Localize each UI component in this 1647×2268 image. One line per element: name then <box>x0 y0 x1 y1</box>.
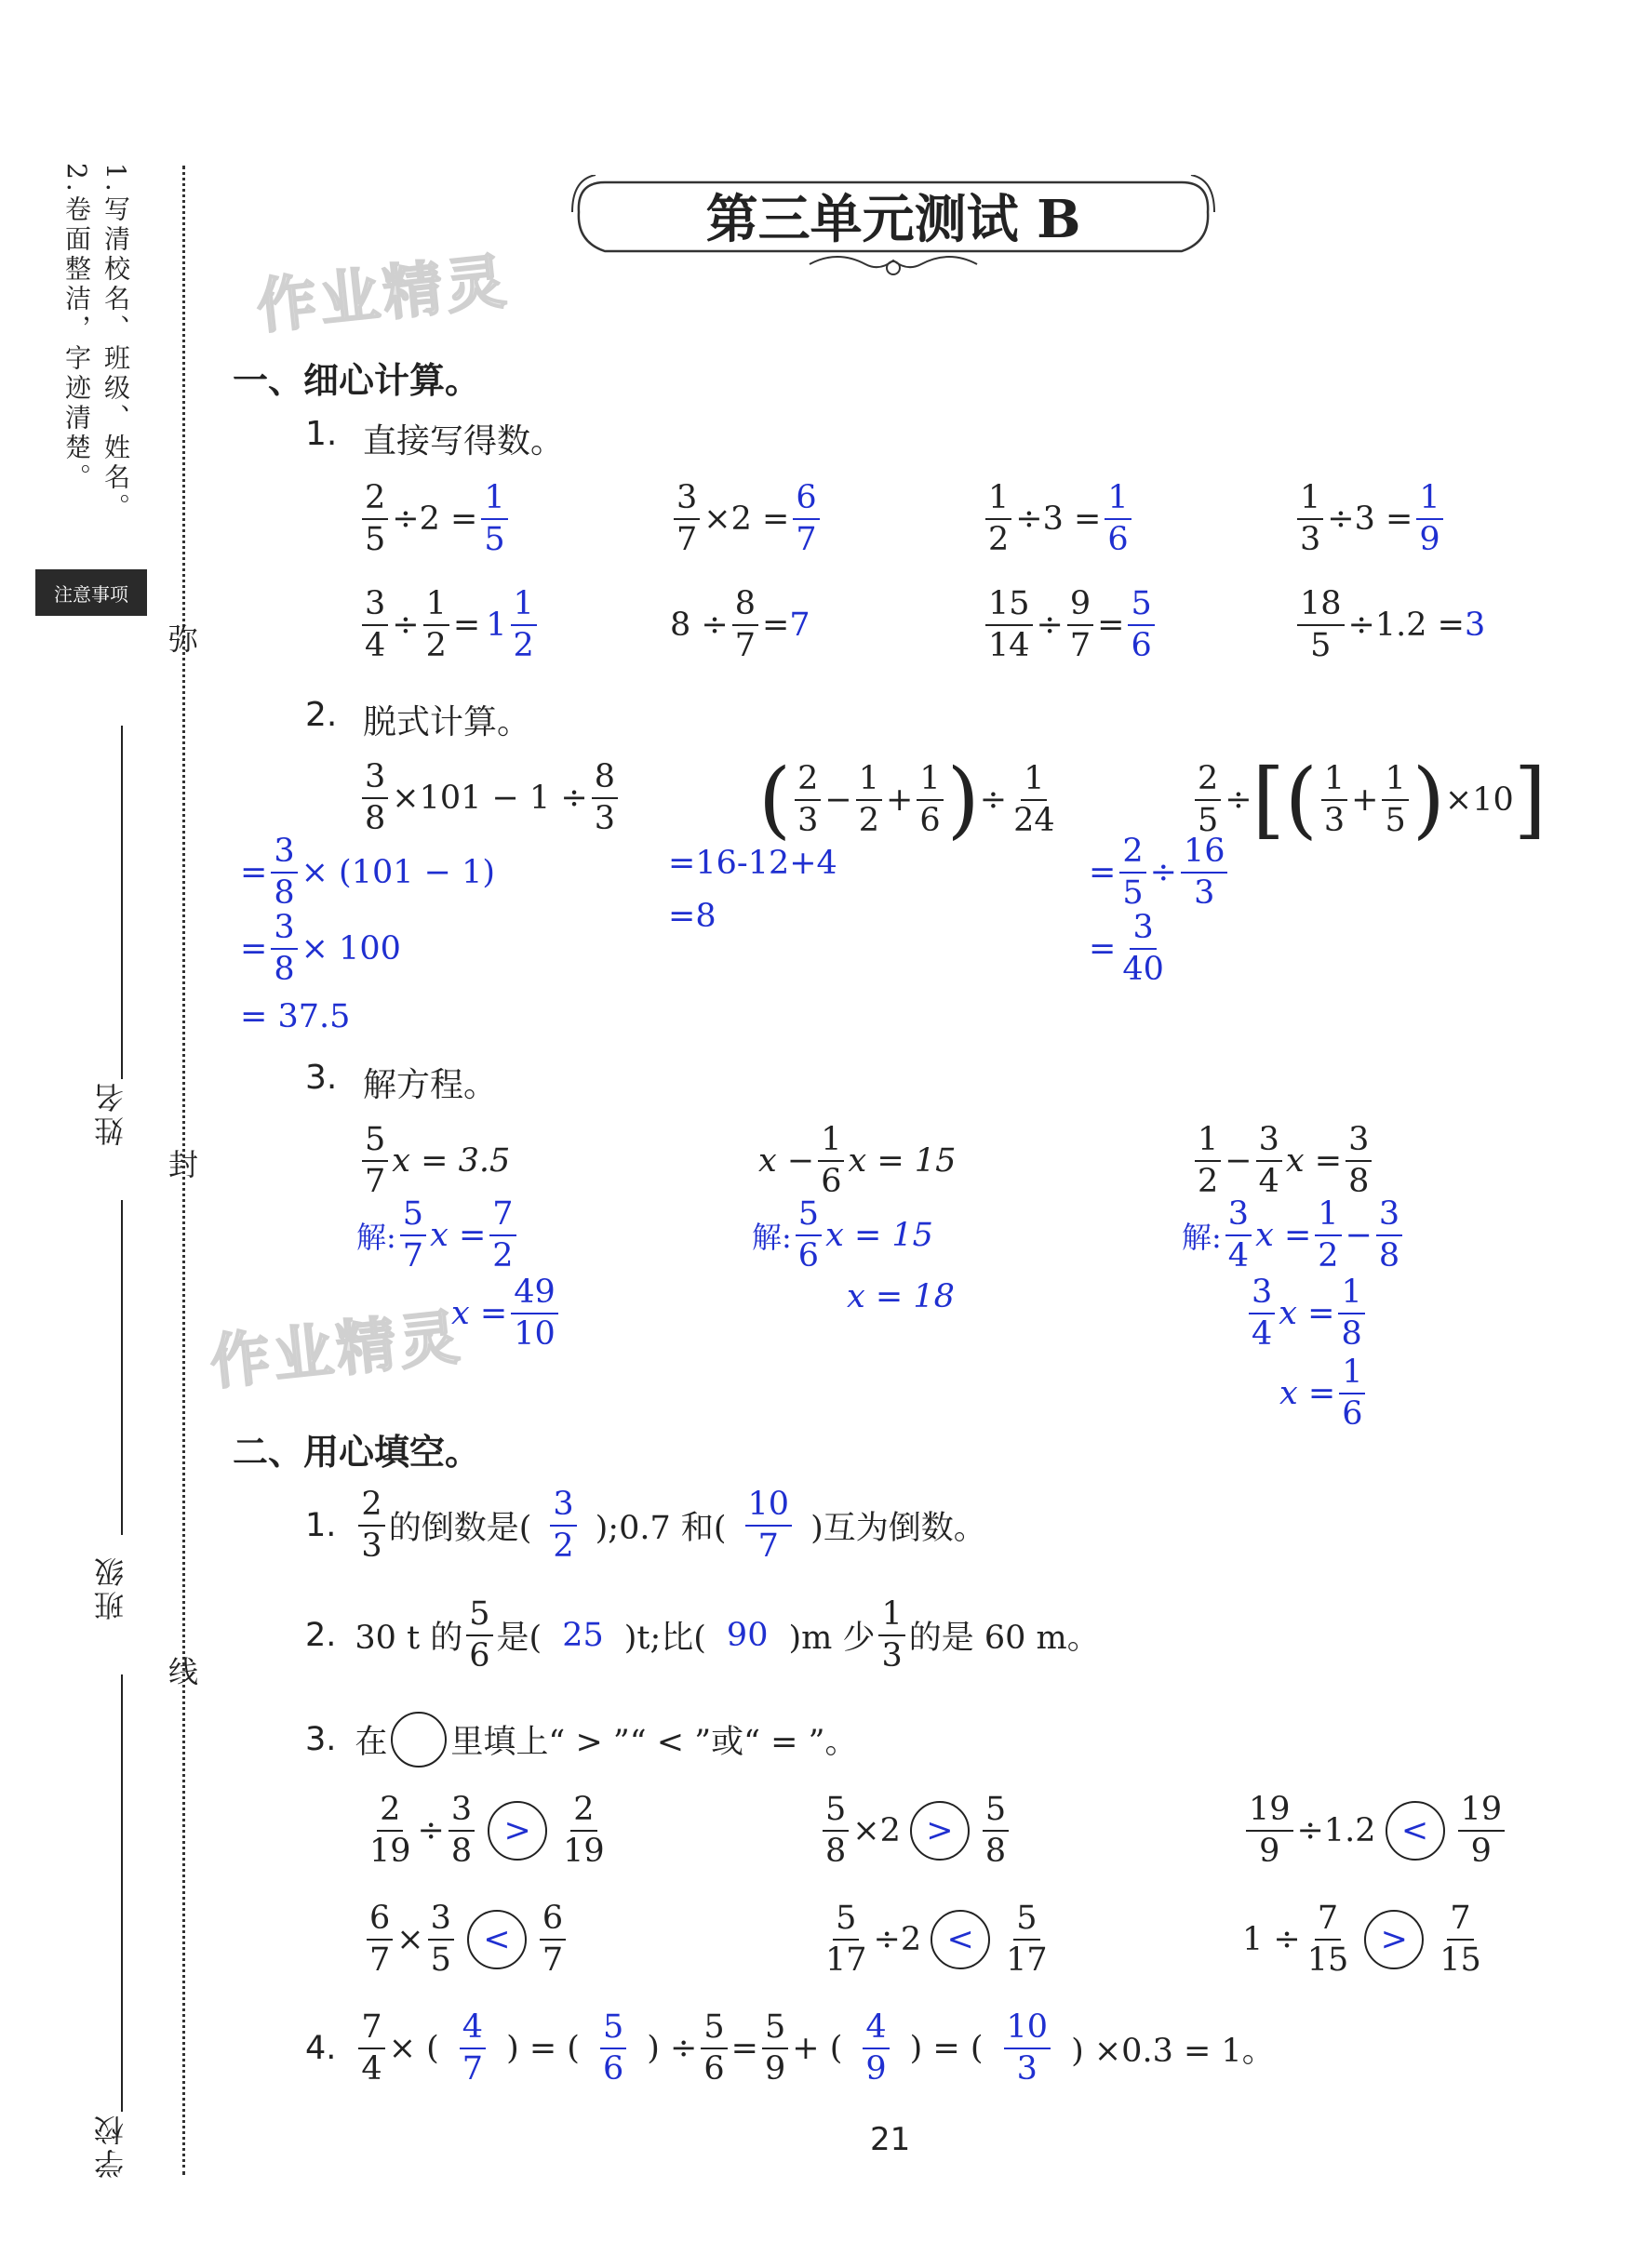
compare-answer: < <box>467 1910 527 1969</box>
q2c-step-2: = $\frac{3}{40}$ <box>1089 909 1164 988</box>
school-underline <box>121 1674 123 2112</box>
q1-expr-1: $\frac{2}{5}$ ÷2 = $\frac{1}{5}$ <box>358 482 512 556</box>
answer: $\frac{10}{7}$ <box>745 1488 793 1563</box>
q2-label: 2. <box>305 696 338 734</box>
answer: $\frac{6}{7}$ <box>793 482 819 556</box>
q3a-step-2: x = $\frac{49}{10}$ <box>451 1276 562 1351</box>
answer: $\frac{5}{6}$ <box>600 2011 626 2086</box>
q1-expr-2: $\frac{3}{7}$ ×2 = $\frac{6}{7}$ <box>670 482 824 556</box>
q2a-expression: $\frac{3}{8}$ ×101 − 1 ÷ $\frac{8}{3}$ <box>358 761 622 835</box>
class-underline <box>121 1200 123 1535</box>
q3c-equation: $\frac{1}{2}$ − $\frac{3}{4}$ x = $\frac{3}{8}$ <box>1191 1124 1375 1198</box>
answer: 3 <box>1465 607 1486 644</box>
notice-line-1: 1.写清校名、班级、姓名。 <box>100 163 131 523</box>
name-underline <box>121 726 123 1079</box>
fill-q2: 2. 30 t 的 $\frac{5}{6}$ 是( 25 )t;比( 90 )m 少 $\frac{1}{3}$ 的是 60 m。 <box>305 1595 1100 1674</box>
q3b-step-1: 解: $\frac{5}{6}$ x = 15 <box>752 1195 933 1274</box>
answer: $\frac{3}{2}$ <box>550 1488 576 1563</box>
q1-label: 1. <box>305 415 338 453</box>
seal-char-3: 线 <box>164 1656 199 1689</box>
compare-2: $\frac{5}{8}$ ×2 > $\frac{5}{8}$ <box>819 1794 1012 1868</box>
q2b-step-2: =8 <box>668 898 716 935</box>
compare-answer: < <box>1386 1801 1445 1861</box>
q3b-equation: x − $\frac{1}{6}$ x = 15 <box>758 1121 957 1200</box>
q2b-step-1: =16-12+4 <box>668 845 837 882</box>
q3-label: 3. <box>305 1059 338 1097</box>
compare-answer: > <box>910 1801 970 1861</box>
compare-5: $\frac{5}{17}$ ÷2 < $\frac{5}{17}$ <box>825 1900 1048 1979</box>
answer: $\frac{10}{3}$ <box>1004 2011 1051 2086</box>
q2a-step-2: = $\frac{3}{8}$ × 100 <box>240 909 401 988</box>
answer: $\frac{4}{9}$ <box>863 2011 889 2086</box>
page-number: 21 <box>870 2121 911 2158</box>
answer: 7 <box>789 607 810 644</box>
answer: $\frac{4}{7}$ <box>460 2011 486 2086</box>
watermark-top: 作业精灵 <box>253 247 513 342</box>
notice-badge: 注意事项 <box>35 569 147 616</box>
answer: 90 <box>726 1617 769 1654</box>
q3a-step-1: 解: $\frac{5}{7}$ x = $\frac{7}{2}$ <box>356 1198 520 1273</box>
section1-heading: 一、细心计算。 <box>233 360 481 401</box>
answer: 25 <box>562 1617 604 1654</box>
compare-6: 1 ÷ $\frac{7}{15}$ > $\frac{7}{15}$ <box>1242 1900 1481 1979</box>
title-banner <box>568 175 1219 268</box>
q2c-expression: $\frac{2}{5}$ ÷ [ ( $\frac{1}{3}$ + $\frac{1}{5}$ ) ×10 ] <box>1191 758 1547 842</box>
page-title: 第三单元测试 B <box>705 189 1081 250</box>
q1-expr-7: $\frac{15}{14}$ ÷ $\frac{9}{7}$ = $\frac{5}{6}$ <box>982 588 1158 662</box>
q1-expr-6: 8 ÷ $\frac{8}{7}$ = 7 <box>670 585 810 664</box>
q3c-step-3: x = $\frac{1}{6}$ <box>1279 1356 1369 1431</box>
q1-expr-8: $\frac{18}{5}$ ÷1.2 = 3 <box>1293 588 1485 662</box>
answer: $\frac{1}{6}$ <box>1105 482 1131 556</box>
q2-title: 脱式计算。 <box>363 703 531 741</box>
name-label: 姓名 <box>93 1079 128 1146</box>
q1-expr-4: $\frac{1}{3}$ ÷3 = $\frac{1}{9}$ <box>1293 482 1447 556</box>
compare-answer: > <box>1364 1910 1424 1969</box>
section2-heading: 二、用心填空。 <box>233 1432 481 1473</box>
fill-q4: 4. $\frac{7}{4}$ × ( $\frac{4}{7}$ ) = ( $\frac{5}{6}$ ) ÷ $\frac{5}{6}$ = $\frac{5}{9}$ + ( $\frac{4}{9}$ ) = ( $\frac{10}{3}$ ) ×0.3 = 1。 <box>305 2008 1275 2088</box>
answer: $\frac{5}{6}$ <box>1128 588 1154 662</box>
watermark-middle: 作业精灵 <box>207 1302 466 1398</box>
answer: $\frac{1}{9}$ <box>1416 482 1442 556</box>
q1-title: 直接写得数。 <box>363 422 565 460</box>
seal-char-2: 封 <box>164 1149 199 1182</box>
notice-line-2: 2.卷面整洁，字迹清楚。 <box>61 163 92 493</box>
class-label: 班级 <box>93 1554 128 1621</box>
q2b-expression: ( $\frac{2}{3}$ − $\frac{1}{2}$ + $\frac{1}{6}$ ) ÷ $\frac{1}{24}$ <box>758 751 1055 848</box>
q3c-step-2: $\frac{3}{4}$ x = $\frac{1}{8}$ <box>1245 1276 1369 1351</box>
q3a-equation: $\frac{5}{7}$ x = 3.5 <box>358 1124 510 1198</box>
fill-q1: 1. $\frac{2}{3}$ 的倒数是( $\frac{3}{2}$ );0.7 和( $\frac{10}{7}$ )互为倒数。 <box>305 1486 986 1565</box>
fill-q3: 3. 在 里填上“ > ”“ < ”或“ = ”。 <box>305 1712 858 1768</box>
seal-char-1: 弥 <box>164 623 199 657</box>
q3-title: 解方程。 <box>363 1066 498 1104</box>
q2c-step-1: = $\frac{2}{5}$ ÷ $\frac{16}{3}$ <box>1089 835 1231 910</box>
q2a-step-1: = $\frac{3}{8}$ × (101 − 1) <box>240 833 496 912</box>
q1-expr-5: $\frac{3}{4}$ ÷ $\frac{1}{2}$ = 1 $\frac{1}{2}$ <box>358 588 541 662</box>
q3c-step-1: 解: $\frac{3}{4}$ x = $\frac{1}{2}$ − $\frac{3}{8}$ <box>1182 1198 1406 1273</box>
compare-answer: > <box>488 1801 547 1861</box>
compare-4: $\frac{6}{7}$ × $\frac{3}{5}$ < $\frac{6}{7}$ <box>363 1902 569 1977</box>
compare-1: $\frac{2}{19}$ ÷ $\frac{3}{8}$ > $\frac{2}{19}$ <box>369 1791 605 1870</box>
compare-answer: < <box>931 1910 990 1969</box>
blank-circle-icon <box>391 1712 447 1768</box>
answer: $\frac{1}{5}$ <box>481 482 507 556</box>
school-label: 学校 <box>93 2112 128 2179</box>
q1-expr-3: $\frac{1}{2}$ ÷3 = $\frac{1}{6}$ <box>982 482 1135 556</box>
answer: 1 $\frac{1}{2}$ <box>486 588 541 662</box>
q3b-step-2: x = 18 <box>847 1278 955 1315</box>
compare-3: $\frac{19}{9}$ ÷1.2 < $\frac{19}{9}$ <box>1242 1794 1508 1868</box>
q2a-step-3: = 37.5 <box>240 998 351 1035</box>
